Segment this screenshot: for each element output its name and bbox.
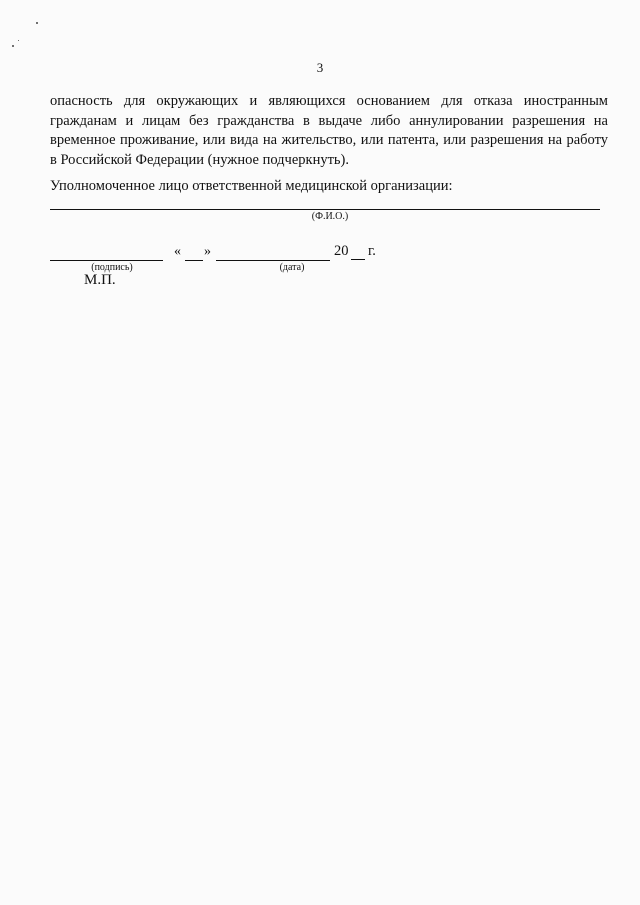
date-year-line [351,259,365,260]
fio-line [50,209,600,210]
date-caption: (дата) [279,262,305,273]
date-month-line [216,260,330,261]
body-paragraph: опасность для окружающих и являющихся основанием для отказа иностранным гражданам и лицам без гражданства в выдаче либо аннулировании разрешения на временное проживание, или вида на жительство, или патента, или разрешения на работу в Российской Федерации (нужное подчеркнуть). [50,93,608,168]
scan-speck [18,40,19,41]
date-quote-close: » [204,244,211,259]
date-year-suffix: г. [368,243,376,259]
page-number: 3 [316,60,324,75]
stamp-place: М.П. [84,272,116,288]
authorized-person-label: Уполномоченное лицо ответственной медицинской организации: [50,178,453,194]
date-day-line [185,260,203,261]
date-quote-open: « [174,244,181,259]
fio-caption: (Ф.И.О.) [311,211,349,222]
date-year-prefix: 20 [334,243,349,259]
scan-speck [12,45,14,47]
signature-line [50,260,163,261]
signature-caption: (подпись) [91,262,133,273]
scan-speck [36,22,38,24]
